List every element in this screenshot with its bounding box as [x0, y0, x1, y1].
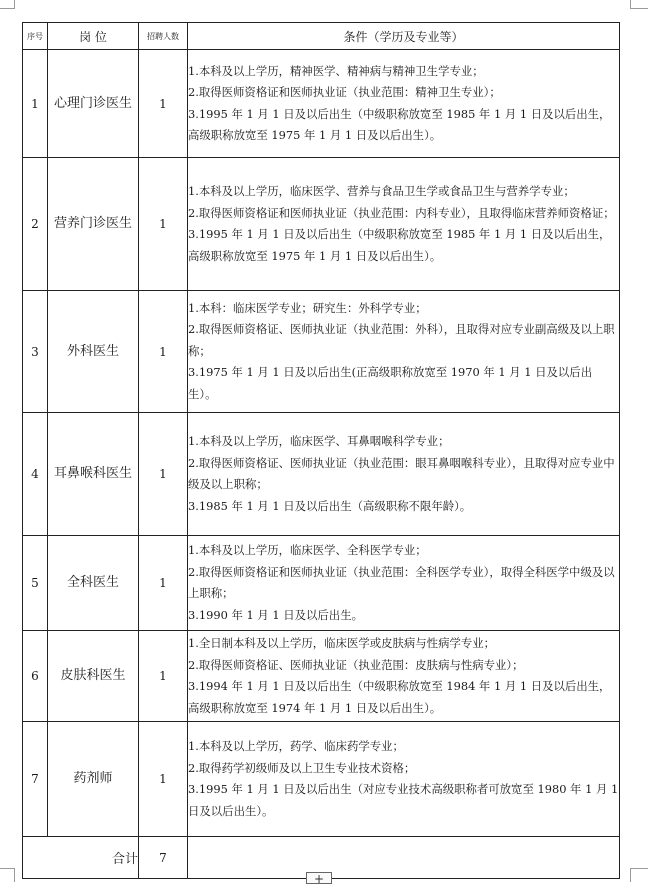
condition-line: 3.1985 年 1 月 1 日及以后出生（高级职称不限年龄）。	[188, 498, 472, 513]
total-empty-cell	[188, 837, 620, 879]
table-row	[23, 50, 620, 158]
row-position: 心理门诊医生	[48, 50, 139, 158]
row-count: 1	[139, 631, 188, 722]
row-count: 1	[139, 536, 188, 631]
table-row	[23, 158, 620, 291]
table-row	[23, 722, 620, 837]
row-position: 耳鼻喉科医生	[48, 413, 139, 536]
condition-line: 1.本科及以上学历，药学、临床药学专业；	[188, 739, 404, 753]
condition-line: 3.1995 年 1 月 1 日及以后出生（对应专业技术高级职称者可放宽至 1980 年 1 月 1 日及以后出生）。	[188, 782, 619, 818]
row-count: 1	[139, 50, 188, 158]
row-position: 外科医生	[48, 291, 139, 413]
crop-mark-top-right-h	[630, 8, 648, 9]
header-conditions: 条件（学历及专业等）	[188, 23, 620, 50]
crop-mark-bottom-right-h	[630, 868, 648, 869]
condition-line: 1.全日制本科及以上学历，临床医学或皮肤病与性病学专业；	[188, 636, 496, 650]
table-row	[23, 536, 620, 631]
recruitment-table	[22, 22, 620, 879]
row-position: 皮肤科医生	[48, 631, 139, 722]
table-row	[23, 291, 620, 413]
header-position: 岗 位	[48, 23, 139, 50]
header-seq: 序号	[23, 23, 48, 50]
condition-line: 2.取得医师资格证、医师执业证（执业范围：皮肤病与性病专业）；	[188, 657, 524, 672]
crop-mark-top-left-v	[14, 0, 15, 9]
row-count: 1	[139, 722, 188, 837]
condition-line: 2.取得医师资格证和医师执业证（执业范围：精神卫生专业）；	[188, 85, 501, 99]
condition-line: 1.本科：临床医学专业；研究生：外科学专业；	[188, 300, 427, 315]
row-count: 1	[139, 291, 188, 413]
condition-line: 2.取得医师资格证、医师执业证（执业范围：外科），且取得对应专业副高级及以上职称；	[188, 322, 615, 358]
table-row	[23, 413, 620, 536]
row-position: 药剂师	[48, 722, 139, 837]
condition-line: 3.1975 年 1 月 1 日及以后出生(正高级职称放宽至 1970 年 1 月 1 日及以后出生）。	[188, 365, 593, 401]
condition-line: 1.本科及以上学历，精神医学、精神病与精神卫生学专业；	[188, 63, 484, 78]
condition-line: 3.1990 年 1 月 1 日及以后出生。	[188, 607, 363, 622]
row-position: 全科医生	[48, 536, 139, 631]
crop-mark-bottom-left-h	[0, 868, 14, 869]
condition-line: 1.本科及以上学历，临床医学、耳鼻咽喉科学专业；	[188, 434, 450, 448]
condition-line: 1.本科及以上学历，临床医学、营养与食品卫生学或食品卫生与营养学专业；	[188, 184, 575, 198]
row-seq: 7	[23, 722, 48, 837]
condition-line: 3.1995 年 1 月 1 日及以后出生（中级职称放宽至 1985 年 1 月 1 日及以后出生，高级职称放宽至 1975 年 1 月 1 日及以后出生）。	[188, 106, 611, 142]
table-row	[23, 631, 620, 722]
row-seq: 2	[23, 158, 48, 291]
condition-line: 2.取得医师资格证和医师执业证（执业范围：内科专业），且取得临床营养师资格证；	[188, 205, 615, 220]
row-position: 营养门诊医生	[48, 158, 139, 291]
condition-line: 1.本科及以上学历，临床医学、全科医学专业；	[188, 543, 427, 557]
total-label: 合计	[23, 837, 139, 879]
condition-line: 2.取得医师资格证和医师执业证（执业范围：全科医学专业），取得全科医学中级及以上职称；	[188, 564, 615, 600]
crop-mark-top-left-h	[0, 8, 14, 9]
row-seq: 1	[23, 50, 48, 158]
header-count: 招聘人数	[139, 23, 188, 50]
row-seq: 4	[23, 413, 48, 536]
condition-line: 3.1995 年 1 月 1 日及以后出生（中级职称放宽至 1985 年 1 月 1 日及以后出生，高级职称放宽至 1975 年 1 月 1 日及以后出生）。	[188, 227, 611, 263]
crop-mark-bottom-right-v	[630, 868, 631, 882]
crop-mark-top-right-v	[630, 0, 631, 9]
row-conditions	[188, 631, 620, 722]
row-conditions	[188, 158, 620, 291]
row-count: 1	[139, 413, 188, 536]
row-count: 1	[139, 158, 188, 291]
crop-mark-bottom-left-v	[14, 868, 15, 882]
condition-line: 3.1994 年 1 月 1 日及以后出生（中级职称放宽至 1984 年 1 月 1 日及以后出生，高级职称放宽至 1974 年 1 月 1 日及以后出生）。	[188, 679, 611, 715]
row-seq: 6	[23, 631, 48, 722]
row-seq: 5	[23, 536, 48, 631]
row-conditions	[188, 413, 620, 536]
condition-line: 2.取得药学初级师及以上卫生专业技术资格；	[188, 760, 416, 775]
row-conditions	[188, 722, 620, 837]
row-seq: 3	[23, 291, 48, 413]
row-conditions	[188, 50, 620, 158]
condition-line: 2.取得医师资格证、医师执业证（执业范围：眼耳鼻咽喉科专业），且取得对应专业中级及以上职称；	[188, 455, 615, 491]
header-row	[23, 23, 620, 50]
add-row-button[interactable]: +	[306, 872, 332, 884]
row-conditions	[188, 291, 620, 413]
total-count: 7	[139, 837, 188, 879]
row-conditions	[188, 536, 620, 631]
